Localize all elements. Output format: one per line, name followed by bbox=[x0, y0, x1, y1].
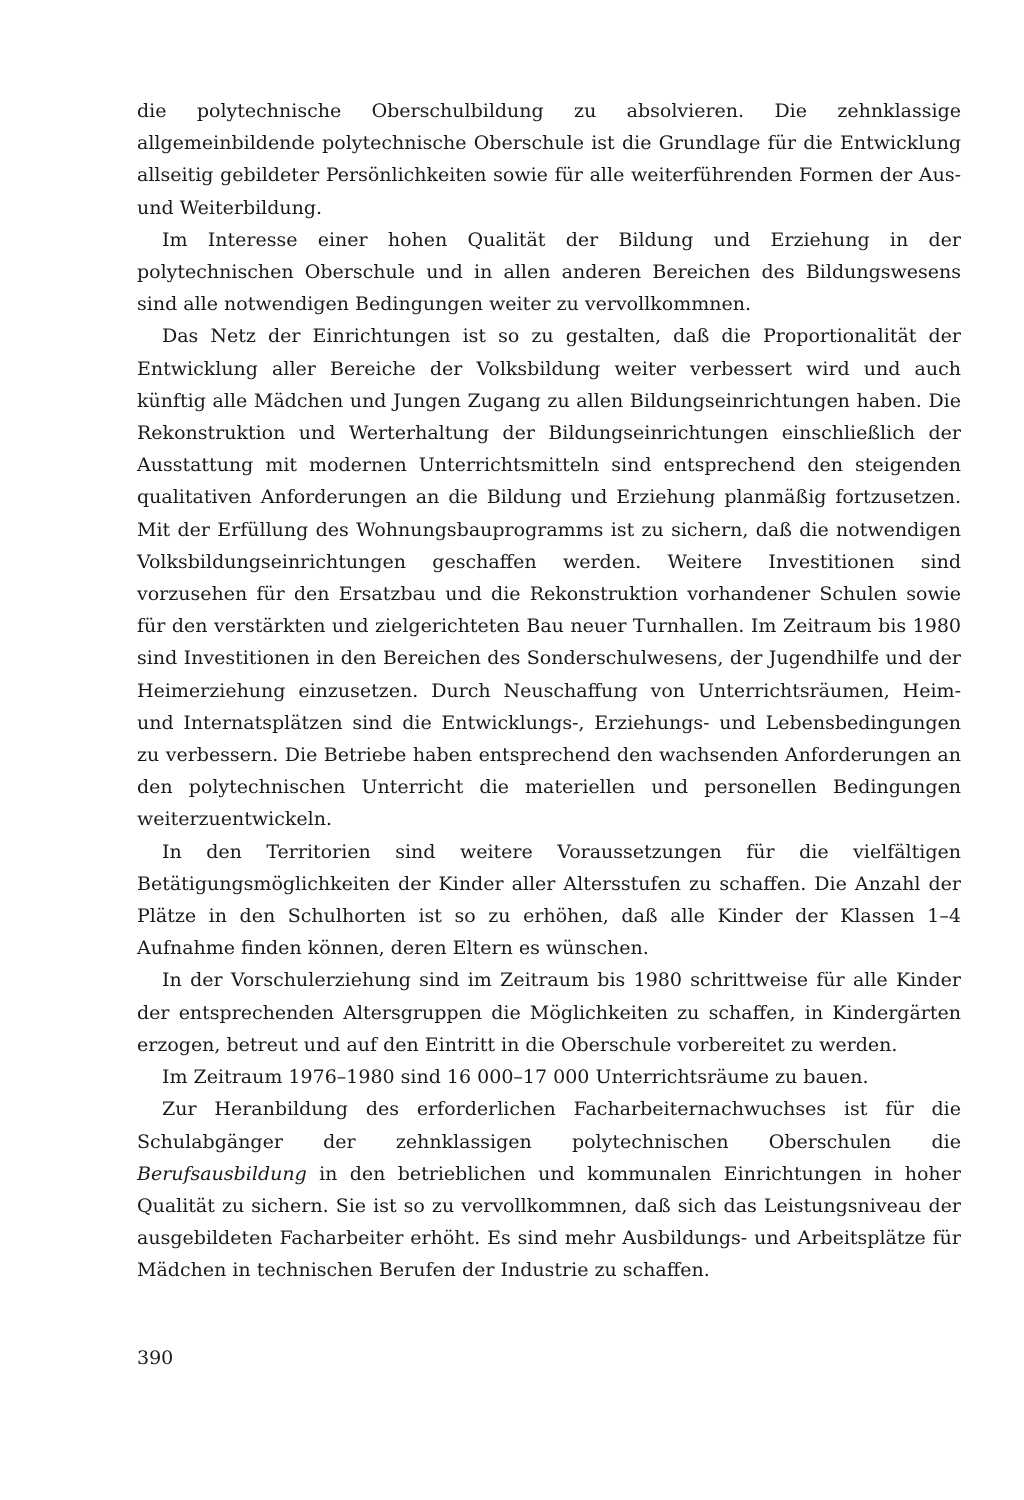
body-text bbox=[137, 95, 961, 1287]
paragraph-2: Im Interesse einer hohen Qualität der Bildung und Erziehung in der polytechnischen Oberschule und in allen anderen Bereichen des Bildungswesens sind alle notwendigen Bedingungen weiter zu vervollkommnen. bbox=[137, 228, 961, 316]
paragraph-7-emphasis: Berufsausbildung bbox=[137, 1162, 307, 1185]
paragraph-7-lead: Zur Heranbildung des erforderlichen Facharbeiternachwuchses ist für die Schulabgänger der zehnklassigen polytechnischen Oberschulen die bbox=[137, 1098, 961, 1153]
paragraph-4: In den Territorien sind weitere Voraussetzungen für die vielfältigen Betätigungsmöglichkeiten der Kinder aller Altersstufen zu schaffen. Die Anzahl der Plätze in den Schulhorten ist so zu erhöhen, daß alle Kinder der Klassen 1–4 Aufnahme finden können, deren Eltern es wünschen. bbox=[137, 840, 961, 960]
paragraph-7-tail: in den betrieblichen und kommunalen Einrichtungen in hoher Qualität zu sichern. Sie ist so zu vervollkommnen, daß sich das Leistungsniveau der ausgebildeten Facharbeiter erhöht. Es sind mehr Ausbildungs- und Arbeitsplätze für Mädchen in technischen Berufen der Industrie zu schaffen. bbox=[137, 1162, 961, 1282]
paragraph-3: Das Netz der Einrichtungen ist so zu gestalten, daß die Proportionalität der Entwicklung aller Bereiche der Volksbildung weiter verbessert wird und auch künftig alle Mädchen und Jungen Zugang zu allen Bildungseinrichtungen haben. Die Rekonstruktion und Werterhaltung der Bildungseinrichtungen einschließlich der Ausstattung mit modernen Unterrichtsmitteln sind entsprechend den steigenden qualitativen Anforderungen an die Bildung und Erziehung planmäßig fortzusetzen. Mit der Erfüllung des Wohnungsbauprogramms ist zu sichern, daß die notwendigen Volksbildungseinrichtungen geschaffen werden. Weitere Investitionen sind vorzusehen für den Ersatzbau und die Rekonstruktion vorhandener Schulen sowie für den verstärkten und zielgerichteten Bau neuer Turnhallen. Im Zeitraum bis 1980 sind Investitionen in den Bereichen des Sonderschulwesens, der Jugendhilfe und der Heimerziehung einzusetzen. Durch Neuschaffung von Unterrichtsräumen, Heim- und Internatsplätzen sind die Entwicklungs-, Erziehungs- und Lebensbedingungen zu verbessern. Die Betriebe haben entsprechend den wachsenden Anforderungen an den polytechnischen Unterricht die materiellen und personellen Bedingungen weiterzuentwickeln. bbox=[137, 325, 961, 831]
paragraph-1: die polytechnische Oberschulbildung zu absolvieren. Die zehnklassige allgemeinbildende polytechnische Oberschule ist die Grundlage für die Entwicklung allseitig gebildeter Persönlichkeiten sowie für alle weiterführenden Formen der Aus- und Weiterbildung. bbox=[137, 100, 961, 219]
paragraph-5: In der Vorschulerziehung sind im Zeitraum bis 1980 schrittweise für alle Kinder der entsprechenden Altersgruppen die Möglichkeiten zu schaffen, in Kindergärten erzogen, betreut und auf den Eintritt in die Oberschule vorbereitet zu werden. bbox=[137, 969, 961, 1056]
page-number: 390 bbox=[137, 1347, 174, 1369]
paragraph-7 bbox=[137, 1093, 961, 1286]
paragraph-6: Im Zeitraum 1976–1980 sind 16 000–17 000 Unterrichtsräume zu bauen. bbox=[162, 1066, 869, 1089]
